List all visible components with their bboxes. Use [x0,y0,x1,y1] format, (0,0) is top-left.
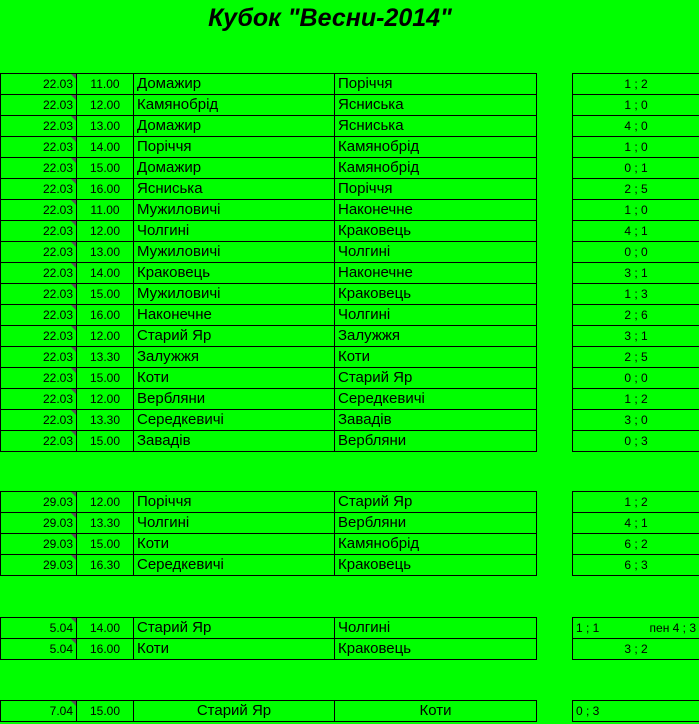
away-team: Ясниська [335,116,537,137]
score-value: 4 ; 1 [624,224,648,238]
score-value: 2 ; 6 [624,308,648,322]
away-team: Вербляни [335,431,537,452]
match-date: 22.03 [1,347,77,368]
away-team: Старий Яр [335,492,537,513]
match-time: 15.00 [77,534,134,555]
match-date: 22.03 [1,116,77,137]
match-row [1,179,537,200]
away-team: Камянобрід [335,158,537,179]
page-title: Кубок "Весни-2014" [208,4,452,32]
away-team: Залужжя [335,326,537,347]
score-value: 3 ; 1 [624,329,648,343]
match-date: 22.03 [1,284,77,305]
match-score [573,284,699,305]
match-row [1,410,537,431]
match-row [1,347,537,368]
away-team: Краковець [335,639,537,660]
score-row [573,701,699,722]
match-date: 22.03 [1,263,77,284]
home-team: Домажир [134,116,335,137]
match-date: 22.03 [1,389,77,410]
home-team: Домажир [134,74,335,95]
away-team: Камянобрід [335,137,537,158]
match-row [1,389,537,410]
away-team: Середкевичі [335,389,537,410]
match-date: 5.04 [1,618,77,639]
score-row [573,242,699,263]
match-score [573,513,699,534]
home-team: Старий Яр [134,618,335,639]
away-team: Ясниська [335,95,537,116]
score-row [573,410,699,431]
match-time: 16.00 [77,179,134,200]
score-value: 1 ; 0 [624,98,648,112]
home-team: Наконечне [134,305,335,326]
match-row [1,158,537,179]
home-team: Поріччя [134,492,335,513]
away-team: Старий Яр [335,368,537,389]
away-team: Поріччя [335,74,537,95]
home-team: Мужиловичі [134,242,335,263]
score-row [573,639,699,660]
match-score [573,179,699,200]
away-team: Чолгині [335,305,537,326]
match-date: 22.03 [1,431,77,452]
match-date: 22.03 [1,95,77,116]
score-value: 0 ; 1 [624,161,648,175]
home-team: Старий Яр [134,326,335,347]
match-date: 22.03 [1,200,77,221]
score-value: 0 ; 3 [576,704,600,718]
score-row [573,179,699,200]
match-row [1,368,537,389]
score-value: 4 ; 0 [624,119,648,133]
match-time: 15.00 [77,284,134,305]
score-value: 1 ; 2 [624,77,648,91]
match-row [1,74,537,95]
away-team: Наконечне [335,200,537,221]
match-time: 14.00 [77,618,134,639]
home-team: Поріччя [134,137,335,158]
home-team: Ясниська [134,179,335,200]
match-score [573,74,699,95]
score-row [573,431,699,452]
score-row [573,368,699,389]
match-date: 29.03 [1,555,77,576]
match-time: 12.00 [77,221,134,242]
score-row [573,116,699,137]
match-time: 13.30 [77,347,134,368]
home-team: Середкевичі [134,555,335,576]
match-date: 22.03 [1,158,77,179]
score-row [573,492,699,513]
match-time: 13.30 [77,410,134,431]
match-score [573,368,699,389]
away-team: Краковець [335,555,537,576]
score-row [573,618,699,639]
match-time: 12.00 [77,492,134,513]
match-date: 22.03 [1,410,77,431]
match-time: 15.00 [77,431,134,452]
score-row [573,284,699,305]
matches-table-group-2 [0,491,537,576]
score-value: 0 ; 3 [624,434,648,448]
match-row [1,95,537,116]
score-row [573,347,699,368]
score-value: 1 ; 0 [624,140,648,154]
score-row [573,95,699,116]
match-date: 22.03 [1,368,77,389]
home-team: Краковець [134,263,335,284]
score-row [573,200,699,221]
home-team: Домажир [134,158,335,179]
score-value: 6 ; 2 [624,537,648,551]
match-row [1,284,537,305]
scores-table-group-3 [572,617,699,660]
match-row [1,618,537,639]
score-row [573,305,699,326]
match-score [573,200,699,221]
score-row [573,221,699,242]
away-team: Чолгині [335,618,537,639]
away-team: Поріччя [335,179,537,200]
score-row [573,158,699,179]
home-team: Коти [134,368,335,389]
match-score [573,618,699,639]
match-time: 16.00 [77,305,134,326]
match-row [1,221,537,242]
score-row [573,513,699,534]
scores-table-group-1 [572,73,699,452]
match-date: 29.03 [1,513,77,534]
match-row [1,263,537,284]
home-team: Мужиловичі [134,284,335,305]
home-team: Залужжя [134,347,335,368]
home-team: Старий Яр [134,701,335,722]
score-value: 4 ; 1 [624,516,648,530]
home-team: Чолгині [134,513,335,534]
away-team: Чолгині [335,242,537,263]
score-value: 3 ; 0 [624,413,648,427]
match-row [1,431,537,452]
match-row [1,534,537,555]
match-date: 22.03 [1,137,77,158]
score-value: 1 ; 3 [624,287,648,301]
match-time: 12.00 [77,95,134,116]
match-row [1,242,537,263]
home-team: Чолгині [134,221,335,242]
match-score [573,95,699,116]
match-date: 5.04 [1,639,77,660]
match-score [573,221,699,242]
match-time: 12.00 [77,389,134,410]
match-time: 16.30 [77,555,134,576]
match-time: 11.00 [77,200,134,221]
match-time: 13.00 [77,116,134,137]
match-date: 22.03 [1,305,77,326]
home-team: Завадів [134,431,335,452]
match-row [1,639,537,660]
home-team: Коти [134,639,335,660]
match-row [1,305,537,326]
away-team: Краковець [335,284,537,305]
match-time: 14.00 [77,263,134,284]
away-team: Краковець [335,221,537,242]
match-score [573,137,699,158]
score-value: 2 ; 5 [624,182,648,196]
away-team: Камянобрід [335,534,537,555]
match-score [573,639,699,660]
match-date: 22.03 [1,179,77,200]
score-value: 6 ; 3 [624,558,648,572]
score-row [573,74,699,95]
match-score [573,242,699,263]
score-value: 0 ; 0 [624,245,648,259]
score-value: 3 ; 1 [624,266,648,280]
match-date: 22.03 [1,74,77,95]
match-row [1,326,537,347]
match-date: 29.03 [1,492,77,513]
match-score [573,263,699,284]
home-team: Вербляни [134,389,335,410]
scores-table-group-2 [572,491,699,576]
match-row [1,492,537,513]
match-time: 13.00 [77,242,134,263]
match-score [573,158,699,179]
score-row [573,555,699,576]
home-team: Мужиловичі [134,200,335,221]
match-row [1,137,537,158]
match-score [573,534,699,555]
match-date: 22.03 [1,221,77,242]
match-date: 7.04 [1,701,77,722]
matches-table-final [0,700,537,722]
match-score [573,347,699,368]
match-score [573,116,699,137]
away-team: Вербляни [335,513,537,534]
match-time: 16.00 [77,639,134,660]
match-row [1,701,537,722]
matches-table-group-3 [0,617,537,660]
match-row [1,200,537,221]
score-value: 1 ; 1 [576,621,600,635]
match-score [573,305,699,326]
match-date: 22.03 [1,242,77,263]
score-row [573,534,699,555]
score-value: 2 ; 5 [624,350,648,364]
match-score [573,701,699,722]
match-date: 29.03 [1,534,77,555]
score-value: 1 ; 2 [624,495,648,509]
match-score [573,389,699,410]
home-team: Коти [134,534,335,555]
match-time: 14.00 [77,137,134,158]
match-time: 15.00 [77,158,134,179]
away-team: Завадів [335,410,537,431]
match-row [1,513,537,534]
match-score [573,555,699,576]
score-value: 3 ; 2 [624,642,648,656]
score-value: 1 ; 2 [624,392,648,406]
away-team: Наконечне [335,263,537,284]
penalty-score: пен 4 ; 3 [649,621,696,635]
scores-table-final [572,700,699,722]
score-value: 1 ; 0 [624,203,648,217]
match-row [1,116,537,137]
match-time: 15.00 [77,701,134,722]
match-time: 13.30 [77,513,134,534]
match-score [573,431,699,452]
match-score [573,492,699,513]
match-score [573,326,699,347]
away-team: Коти [335,347,537,368]
match-row [1,555,537,576]
match-score [573,410,699,431]
score-value: 0 ; 0 [624,371,648,385]
home-team: Середкевичі [134,410,335,431]
match-time: 12.00 [77,326,134,347]
home-team: Камянобрід [134,95,335,116]
away-team: Коти [335,701,537,722]
matches-table-group-1 [0,73,537,452]
score-row [573,263,699,284]
match-time: 11.00 [77,74,134,95]
score-row [573,389,699,410]
match-time: 15.00 [77,368,134,389]
score-row [573,137,699,158]
match-date: 22.03 [1,326,77,347]
score-row [573,326,699,347]
